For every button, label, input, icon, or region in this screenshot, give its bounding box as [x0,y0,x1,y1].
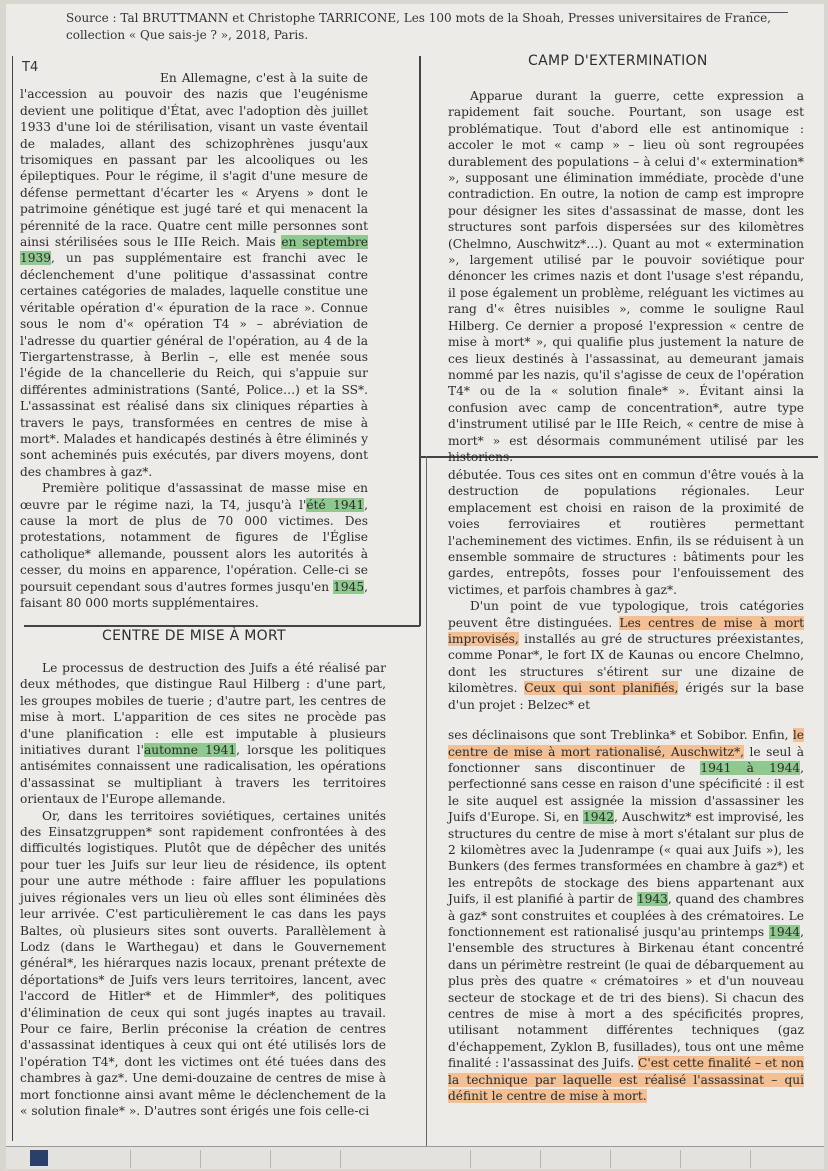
grid-line [680,1150,681,1168]
centre-paragraph-2 [20,808,386,1120]
highlighted-date: automne 1941 [143,743,237,758]
text-run: En Allemagne, c'est à la suite de l'accession au pouvoir des nazis que l'eugénisme devient une politique d'État, avec l'adoption dès juillet 1933 d'une loi de stérilisation, visant un vaste éventail de malades, allant des schizophrènes jusqu'aux trisomiques en passant par les alcooliques ou les épileptiques. Pour le régime, il s'agit d'une mesure de défense permettant d'écarter les « Aryens » dont le patrimoine génétique est jugé taré et qui menacent la pérennité de la race. Quatre cent mille personnes sont ainsi stérilisées sous le IIIe Reich. Mais [20,71,368,250]
centre-paragraph-4 [448,598,804,713]
grid-line [750,1150,751,1168]
text-run: , faisant 80 000 morts supplémentaires. [20,579,368,610]
highlighted-date: 1944 [769,924,801,939]
highlighted-date: 1945 [333,579,365,594]
text-run: , perfectionné sans cesse en raison d'une spécificité : il est le site auquel est assignée la mission d'assassiner les Juifs d'Europe. Si, en [448,760,805,825]
highlighted-date: 1942 [583,810,615,825]
source-line-2: collection « Que sais-je ? », 2018, Paris. [66,28,309,42]
section-centre-text-right [448,467,804,1104]
highlighted-date: 1943 [636,892,668,907]
text-run: , quand des chambres à gaz* sont construites et couplées à des crématoires. Le fonctionnement est rationalisé jusqu'au printemps [448,892,804,939]
grid-line [470,1150,471,1168]
heading-camp-extermination: CAMP D'EXTERMINATION [528,53,708,69]
highlighted-phrase: le centre de mise à mort rationalisé, Auschwitz*, [448,728,804,759]
section-t4-text [20,70,368,611]
app-logo-icon [30,1150,48,1166]
text-run: débutée. Tous ces sites ont en commun d'être voués à la destruction de populations régionales. Leur emplacement est choisi en raison de la proximité de voies ferroviaires et routières permettant l'acheminement des victimes. Enfin, ils se réduisent à un ensemble sommaire de structures : bâtiments pour les gardes, entrepôts, fosses pour l'enfouissement des victimes, et parfois chambres à gaz*. [448,468,804,597]
heading-centre-mise-a-mort: CENTRE DE MISE À MORT [102,628,286,644]
source-citation [66,10,796,44]
text-run: Première politique d'assassinat de masse mise en œuvre par le régime nazi, la T4, jusqu'à l' [20,481,368,512]
centre-paragraph-5 [448,727,804,1104]
camp-paragraph-1 [448,88,804,465]
grid-line [340,1150,341,1168]
grid-line [270,1150,271,1168]
t4-paragraph-2 [20,480,368,611]
highlighted-phrase: C'est cette finalité – et non la technique par laquelle est réalisé l'assassinat – qui définit le centre de mise à mort. [448,1056,804,1104]
highlighted-date: été 1941 [306,497,365,512]
section-label-t4: T4 [22,60,39,75]
grid-line [130,1150,131,1168]
grid-line [540,1150,541,1168]
text-run: le seul à fonctionner sans discontinuer de [448,744,804,775]
grid-line [200,1150,201,1168]
text-run: Or, dans les territoires soviétiques, certaines unités des Einsatzgruppen* sont rapidement confrontées à des difficultés logistiques. Plutôt que de dépêcher des unités pour tuer les Juifs sur leur lieu de résidence, ils optent pour une autre méthode : faire affluer les populations juives régionales vers un lieu où elles sont éliminées dès leur arrivée. C'est particulièrement le cas dans les pays Baltes, où plusieurs sites sont ouverts. Parallèlement à Lodz (dans le Warthegau) et dans le Gouvernement général*, les hiérarques nazis locaux, prenant prétexte de déportations* de Juifs vers leurs territoires, lancent, avec l'accord de Hitler* et de Himmler*, des politiques d'élimination de ceux qui sont jugés inaptes au travail. Pour ce faire, Berlin préconise la création de centres d'assassinat identiques à ceux qui ont été utilisés lors de l'opération T4*, dont les victimes ont été tuées dans des chambres à gaz*. Une demi-douzaine de centres de mise à mort fonctionne ainsi avant même le déclenchement de la « solution finale* ». D'autres sont érigés une fois celle-ci [20,808,386,1118]
section-camp-text [448,88,804,465]
left-column-border [12,56,13,1141]
highlighted-date: 1941 à 1944 [700,760,801,775]
text-run: , l'ensemble des structures à Birkenau étant concentré dans un périmètre restreint (le quai de débarquement au plus près des quatre « crématoires » et d'un nouveau secteur de stockage et de tri des biens). Si chacun des centres de mise à mort a des spécificités propres, utilisant notamment différentes techniques (gaz d'échappement, Zyklon B, fusillades), tous ont une même finalité : l'assassinat des Juifs. [448,924,804,1071]
text-run: ses déclinaisons que sont Treblinka* et Sobibor. Enfin, [448,728,793,743]
text-run: installés au gré de structures préexistantes, comme Ponar*, le fort IX de Kaunas ou encore Chelmno, dont les structures s'étirent sur une dizaine de kilomètres. [448,632,804,696]
left-box-bottom-rule [24,625,420,627]
text-run: , un pas supplémentaire est franchi avec le déclenchement d'une politique d'assassinat contre certaines catégories de malades, laquelle constitue une véritable opération d'« épuration de la race ». Connue sous le nom d'« opération T4 » – abréviation de l'adresse du quartier général de l'opération, au 4 de la Tiergartenstrasse, à Berlin –, elle est menée sous l'égide de la chancellerie du Reich, qui s'appuie sur différentes administrations (Santé, Police…) et la SS*. L'assassinat est réalisé dans six cliniques réparties à travers le pays, transformées en centres de mise à mort*. Malades et handicapés destinés à être éliminés y sont acheminés puis exécutés, par divers moyens, dont des chambres à gaz*. [20,251,368,479]
text-run: Apparue durant la guerre, cette expression a rapidement fait souche. Pourtant, son usage est problématique. Tout d'abord elle est antinomique : accoler le mot « camp » – lieu où sont regroupées durablement des populations – à celui d'« extermination* », supposant une élimination immédiate, procède d'une contradiction. En outre, la notion de camp est impropre pour désigner les sites d'assassinat de masse, dont les structures sont parfois dispersées sur des kilomètres (Chelmno, Auschwitz*…). Quant au mot « extermination », largement utilisé par le pouvoir soviétique pour dénoncer les crimes nazis et dont l'usage s'est répandu, il pose également un problème, reléguant les victimes au rang d'« êtres nuisibles », comme le souligne Raul Hilberg. Ce dernier a proposé l'expression « centre de mise à mort* », qui qualifie plus justement la nature de ces lieux destinés à l'assassinat, au demeurant jamais nommé par les nazis, qu'il s'agisse de ceux de l'opération T4* ou de la « solution finale* ». Évitant ainsi la confusion avec camp de concentration*, autre type d'instrument utilisé par le IIIe Reich, « centre de mise à mort* » est désormais communément utilisé par les historiens. [448,89,804,464]
highlighted-phrase: Les centres de mise à mort improvisés, [448,615,804,647]
grid-line [610,1150,611,1168]
highlighted-date: en septembre 1939 [20,235,369,266]
t4-paragraph-1 [20,70,368,480]
bottom-edge-strip [6,1146,824,1169]
text-run: , Auschwitz* est improvisé, les structures du centre de mise à mort s'étalant sur plus de 2 kilomètres avec la Judenrampe (« quai aux Juifs »), les Bunkers (des fermes transformées en chambre à gaz*) et les entrepôts de stockage des biens appartenant aux Juifs, il est planifié à partir de [448,810,804,907]
text-run: Le processus de destruction des Juifs a été réalisé par deux méthodes, que distingue Raul Hilberg : d'une part, les groupes mobiles de tuerie ; d'autre part, les centres de mise à mort. L'apparition de ces sites ne procède pas d'une planification : elle est imputable à plusieurs initiatives durant l' [20,661,386,758]
text-run: D'un point de vue typologique, trois catégories peuvent être distinguées. [448,599,804,630]
centre-paragraph-1 [20,660,386,808]
right-box-side-rule [426,456,427,1146]
centre-paragraph-3 [448,467,804,598]
text-run: , lorsque les politiques antisémites connaissent une radicalisation, les opérations d'assassinat se multipliant à travers les territoires orientaux de l'Europe allemande. [20,743,387,807]
section-centre-text-left [20,660,386,1119]
center-divider [419,56,421,626]
source-line-1: Source : Tal BRUTTMANN et Christophe TARRICONE, Les 100 mots de la Shoah, Presses universitaires de France, [66,11,771,25]
text-run: , cause la mort de plus de 70 000 victimes. Des protestations, notamment de figures de l'Église catholique* allemande, poussent alors les autorités à cesser, du moins en apparence, l'opération. Celle-ci se poursuit cependant sous d'autres formes jusqu'en [20,497,368,594]
top-divider [750,12,788,13]
highlighted-phrase: Ceux qui sont planifiés, [524,681,679,696]
text-run: érigés sur la base d'un projet : Belzec* et [448,681,805,712]
